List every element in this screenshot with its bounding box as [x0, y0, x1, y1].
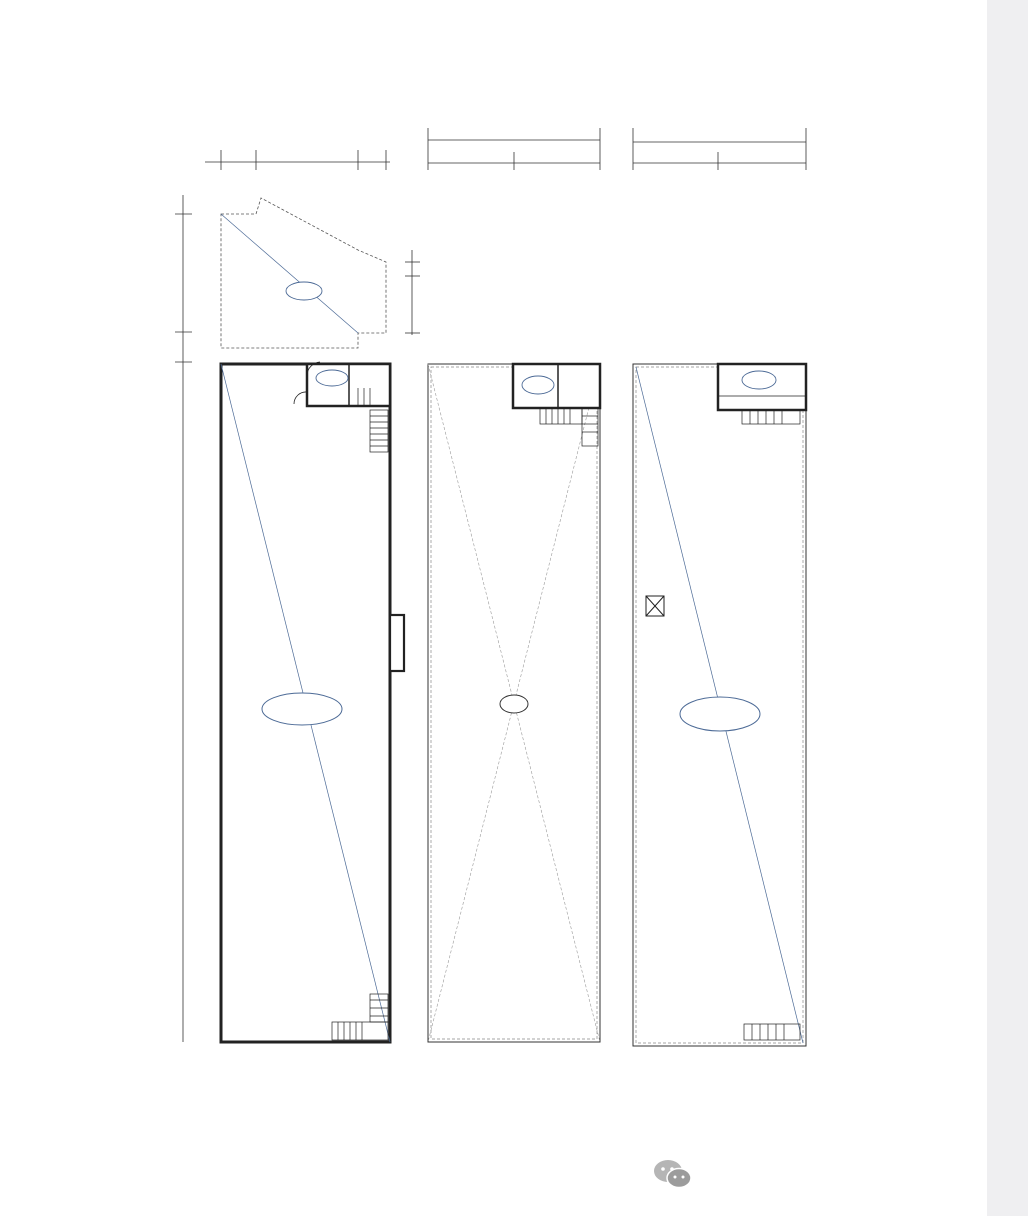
second-area-badge: [680, 697, 760, 731]
void-badge: [500, 695, 528, 713]
plan-mezzanine: [428, 364, 600, 1042]
second-stair-top: [742, 410, 800, 424]
watermark: [652, 1158, 704, 1190]
side-gutter: [987, 0, 1028, 1216]
mezz-stair: [540, 408, 598, 446]
side-door-block: [390, 615, 404, 671]
workshop-area-badge: [262, 693, 342, 725]
lift-icon: [646, 596, 664, 616]
mezz-area-badge: [522, 376, 554, 394]
second-stair-bottom: [744, 1024, 800, 1040]
annex-diagonal: [221, 214, 358, 333]
office-area-badge: [316, 370, 348, 386]
plan-second: [633, 364, 806, 1046]
plan-lower: [221, 198, 404, 1042]
annex-outline: [221, 198, 386, 348]
annex-area-badge: [286, 282, 322, 300]
dimension-lines: [175, 128, 806, 1042]
storage-area-badge: [742, 371, 776, 389]
wechat-icon: [652, 1158, 694, 1190]
